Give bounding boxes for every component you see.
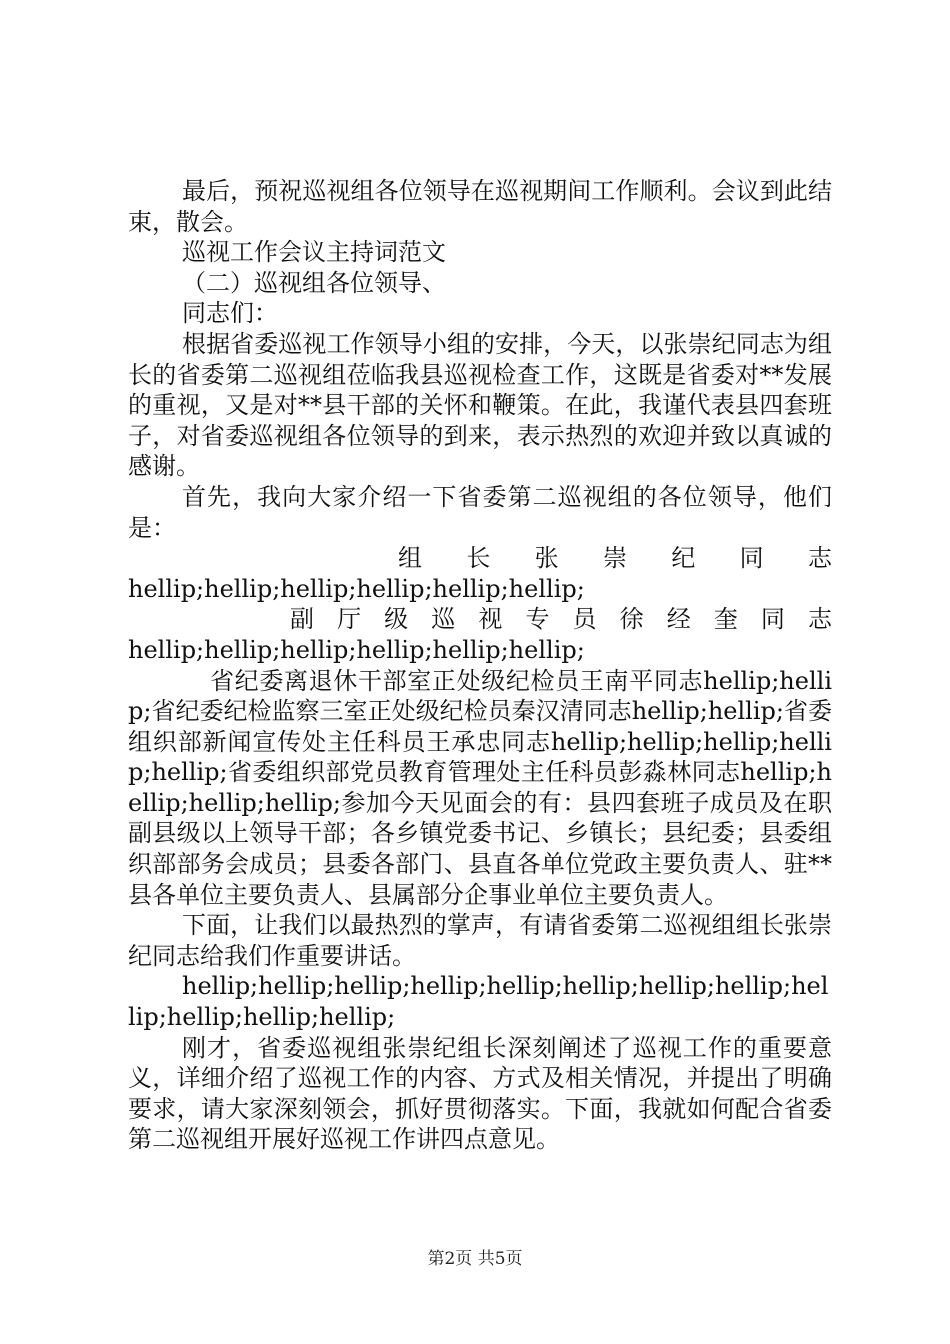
member-line-2 xyxy=(128,604,832,635)
paragraph-section: （二）巡视组各位领导、 xyxy=(182,268,446,297)
member-tail-1: hellip;hellip;hellip;hellip;hellip;hellip; xyxy=(128,574,585,603)
paragraph-members-intro: 首先，我向大家介绍一下省委第二巡视组的各位领导，他们是： xyxy=(128,482,832,542)
member-tail-2: hellip;hellip;hellip;hellip;hellip;hellip; xyxy=(128,635,585,664)
paragraph-greeting: 同志们： xyxy=(182,299,278,328)
member-name-1: 组长张崇纪同志 xyxy=(398,544,832,573)
paragraph-applause: 下面，让我们以最热烈的掌声，有请省委第二巡视组组长张崇纪同志给我们作重要讲话。 xyxy=(128,911,832,970)
member-line-1 xyxy=(128,543,832,574)
paragraph-hellip: hellip;hellip;hellip;hellip;hellip;hellip;hellip;hellip;hellip;hellip;hellip;hellip; xyxy=(128,972,829,1032)
page-footer: 第2页 共5页 xyxy=(427,1249,523,1269)
paragraph-closing: 最后，预祝巡视组各位领导在巡视期间工作顺利。会议到此结束，散会。 xyxy=(128,177,832,236)
paragraph-members-list: 省纪委离退休干部室正处级纪检员王南平同志hellip;hellip;省纪委纪检监察三室正处级纪检员秦汉清同志hellip;hellip;省委组织部新闻宣传处主任科员王承忠同志hellip;hellip;hellip;hellip;hellip;省委组织部党员教育管理处主任科员彭淼林同志hellip;hellip;hellip;hellip;参加今天见面会的有：县四套班子成员及在职副县级以上领导干部；各乡镇党委书记、乡镇长；县纪委；县委组织部部务会成员；县委各部门、县直各单位党政主要负责人、驻**县各单位主要负责人、县属部分企事业单位主要负责人。 xyxy=(128,666,832,909)
document-body xyxy=(128,176,832,1155)
paragraph-title: 巡视工作会议主持词范文 xyxy=(182,238,446,267)
paragraph-intro: 根据省委巡视工作领导小组的安排，今天，以张崇纪同志为组长的省委第二巡视组莅临我县巡视检查工作，这既是省委对**发展的重视，又是对**县干部的关怀和鞭策。在此，我谨代表县四套班子，对省委巡视组各位领导的到来，表示热烈的欢迎并致以真诚的感谢。 xyxy=(128,329,832,481)
paragraph-opinions: 刚才，省委巡视组张崇纪组长深刻阐述了巡视工作的重要意义，详细介绍了巡视工作的内容、方式及相关情况，并提出了明确要求，请大家深刻领会，抓好贯彻落实。下面，我就如何配合省委第二巡视组开展好巡视工作讲四点意见。 xyxy=(128,1033,832,1154)
member-name-2: 副厅级巡视专员徐经奎同志 xyxy=(290,605,832,634)
